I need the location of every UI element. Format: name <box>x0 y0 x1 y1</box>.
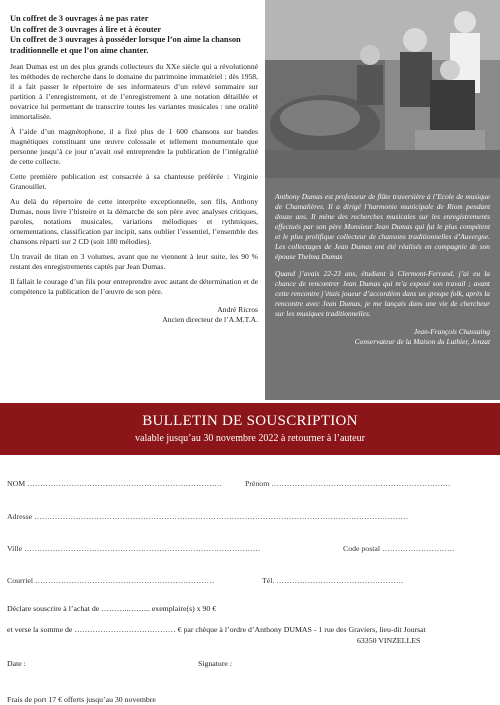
subscription-banner <box>0 403 500 455</box>
article-paragraph: À l’aide d’un magnétophone, il a fixé plus de 1 600 chansons sur bandes magnétiques constituant une œuvre colossale et tellement monumentale que personne jusqu’à ce jour n’avait osé entreprendre la publication de l’intégralité de cette collecte. <box>10 127 258 167</box>
article-paragraph: Il fallait le courage d’un fils pour entreprendre avec autant de détermination et de compétence la publication de l’œuvre de son père. <box>10 277 258 297</box>
tel-field[interactable]: Tél. …………………………………………. <box>262 576 403 585</box>
nom-field[interactable]: NOM ………………………………………………………………… <box>7 479 223 488</box>
adresse-field[interactable]: Adresse ……………………………………………………………………………………………………………………………… <box>7 512 409 521</box>
photo-people-cooking <box>265 0 500 178</box>
article-signature <box>10 305 258 325</box>
headline-line: Un coffret de 3 ouvrages à posséder lorsque l’on aime la chanson traditionnelle et que l’on aime chanter. <box>10 35 241 55</box>
payment-line[interactable]: et verse la somme de ………………………………… € par chèque à l’ordre d’Anthony DUMAS - 1 rue des Graviers, lieu-dit Joursat <box>7 625 426 634</box>
banner-subtitle: valable jusqu’au 30 novembre 2022 à retourner à l’auteur <box>135 433 365 444</box>
headline-line: Un coffret de 3 ouvrages à ne pas rater <box>10 14 149 23</box>
author-name: André Ricros <box>217 305 258 315</box>
quote-signature-role: Conservateur de la Maison du Luthier, Jenzat <box>354 337 490 347</box>
payment-city: 63350 VINZELLES <box>357 636 421 645</box>
photo-illustration <box>265 0 500 178</box>
quote-paragraph: Quand j’avais 22-23 ans, étudiant à Clermont-Ferrand, j’ai eu la chance de rencontrer Jean Dumas qui m’a exposé son travail ; avant cette rencontre j’étais joueur d’accordéon dans un groupe folk, après la rencontre avec Jean Dumas, je me lançais dans une vie de chercheur sur les musiques traditionnelles. <box>275 269 490 319</box>
prenom-field[interactable]: Prénom …………………………………………………………… <box>245 479 451 488</box>
quote-signature-name: Jean-François Chassaing <box>413 327 490 337</box>
courriel-field[interactable]: Courriel …………………………………………………………… <box>7 576 215 585</box>
article-paragraph: Cette première publication est consacrée à sa chanteuse préférée : Virginie Granouillet. <box>10 172 258 192</box>
author-role: Ancien directeur de l’A.M.T.A. <box>162 315 258 325</box>
article-paragraph: Jean Dumas est un des plus grands collecteurs du XXe siècle qui a révolutionné les méthodes de recherche dans le domaine du patrimoine immatériel : dès 1958, il a fait passer le répertoire de ses informateurs d’un relevé sommaire sur partition à l’enregistrement, et de l’enregistrement à une notation détaillée et novatrice lui permettant de transcrire toutes les variantes musicales : une oralité immortalisée. <box>10 62 258 122</box>
ville-field[interactable]: Ville ………………………………………………………………………………. <box>7 544 260 553</box>
banner-title: BULLETIN DE SOUSCRIPTION <box>142 413 358 429</box>
code-postal-field[interactable]: Code postal ………………………. <box>343 544 455 553</box>
headline-line: Un coffret de 3 ouvrages à lire et à écouter <box>10 24 162 34</box>
article-paragraph: Un travail de titan en 3 volumes, avant que ne viennent à leur suite, les 90 % restant des enregistrements captés par Jean Dumas. <box>10 252 258 272</box>
subscription-form <box>0 455 500 705</box>
bio-paragraph: Anthony Dumas est professeur de flûte traversière à l’Ecole de musique de Chamalières. Il a dirigé l’harmonie municipale de Riom pendant douze ans. Il mène des recherches musicales sur les enregistrements effectués par son père Monsieur Jean Dumas qui fut le plus compétent et le plus prolifique collecteur de chansons traditionnelles d’Auvergne. Les collectages de Jean Dumas ont été réalisés en compagnie de son épouse Thelma Dumas <box>275 192 490 261</box>
date-field[interactable]: Date : <box>7 659 26 668</box>
article-column <box>10 14 258 325</box>
shipping-note: Frais de port 17 € offerts jusqu’au 30 novembre <box>7 695 156 704</box>
quantity-line[interactable]: Déclare souscrire à l’achat de ………..……... exemplaire(s) x 90 € <box>7 604 217 613</box>
author-bio-box <box>265 178 500 400</box>
article-paragraph: Au delà du répertoire de cette interprète exceptionnelle, son fils, Anthony Dumas, nous livre l’histoire et la démarche de son père avec analyses critiques, paroles, notations musicales, variations mélodiques et rythmiques, ornementations, classification par incipit, sans oublier l’essentiel, l’ensemble des chansons réparti sur 2 CD (soit 180 mélodies). <box>10 197 258 247</box>
signature-field[interactable]: Signature : <box>198 659 232 668</box>
headline <box>10 14 258 56</box>
